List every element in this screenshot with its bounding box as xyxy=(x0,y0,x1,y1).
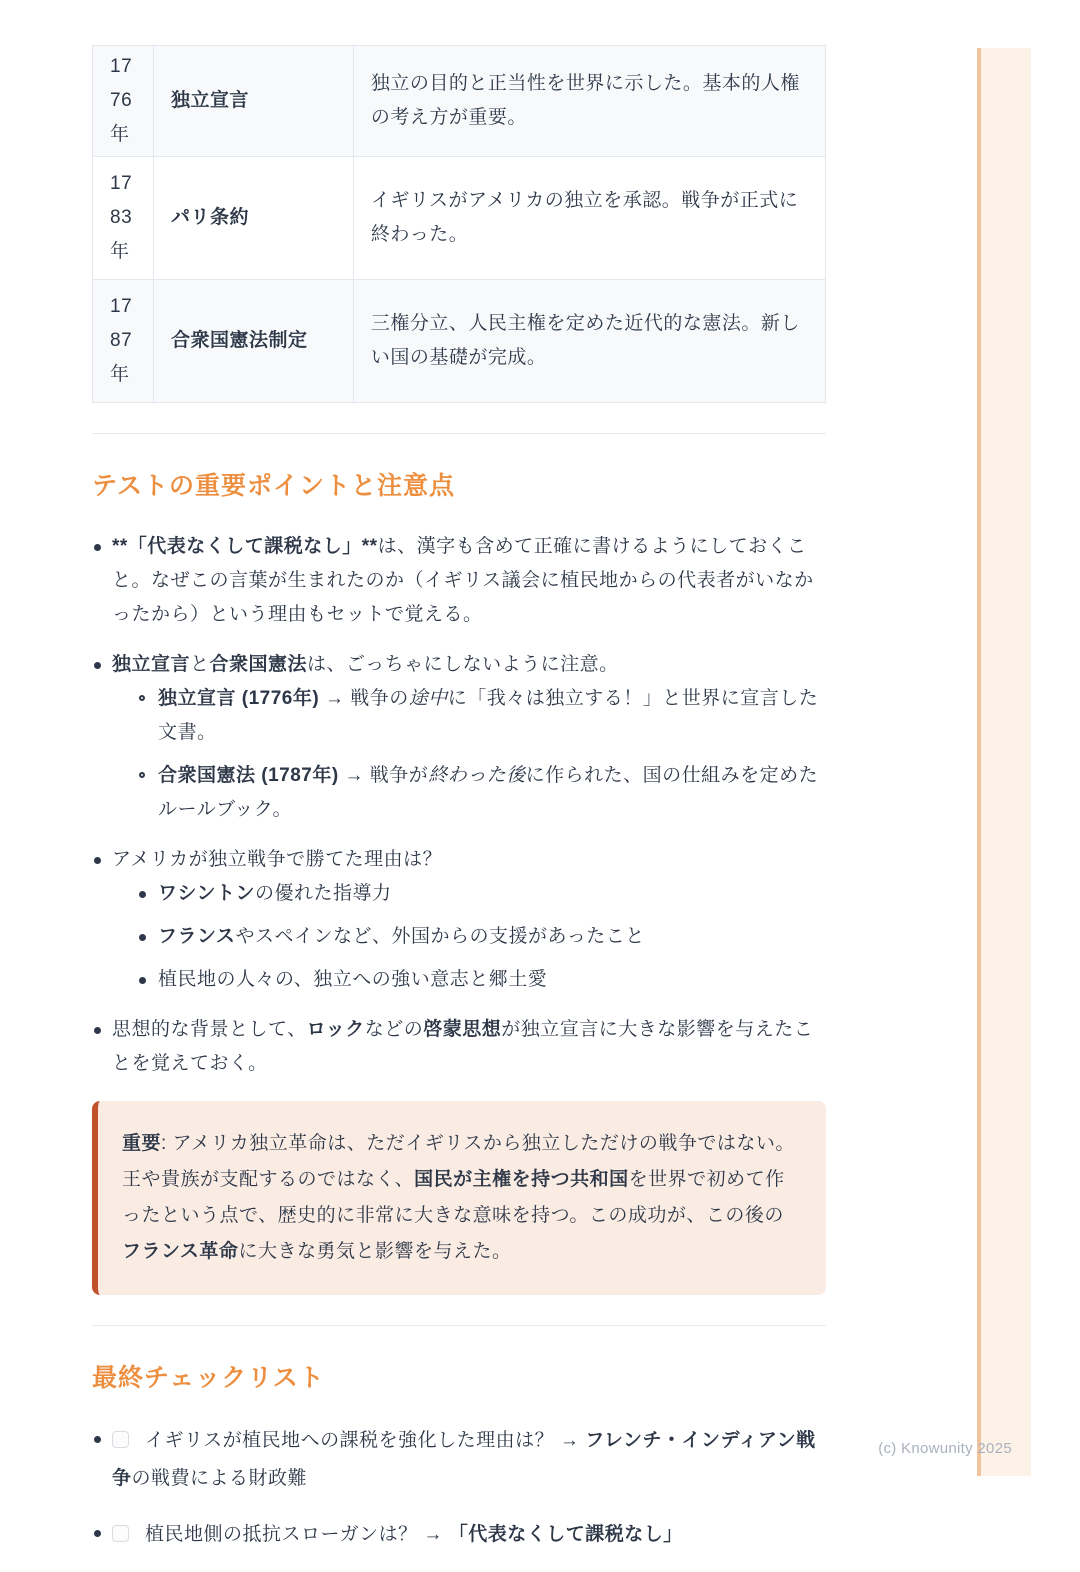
list-item xyxy=(136,877,826,911)
text-segment: の戦費による財政難 xyxy=(131,1468,308,1489)
text-segment: 国民が主権を持つ共和国 xyxy=(414,1169,629,1190)
text-segment: 啓蒙思想 xyxy=(423,1019,502,1040)
text-segment: などの xyxy=(364,1019,424,1040)
list-item xyxy=(92,843,826,997)
bullet-marker xyxy=(94,544,101,551)
text-segment: イギリスが植民地への課税を強化した理由は？ → xyxy=(145,1430,586,1451)
bullet-marker xyxy=(139,977,146,984)
list-item xyxy=(136,682,826,750)
divider xyxy=(92,433,826,434)
text-segment: → 戦争の xyxy=(319,688,409,709)
text-segment: と xyxy=(190,654,210,675)
text-segment: 「代表なくして課税なし」 xyxy=(448,1524,683,1545)
text-segment: 独立宣言 xyxy=(112,654,191,675)
points-list xyxy=(92,530,826,1081)
bullet-marker xyxy=(139,934,146,941)
list-item xyxy=(92,530,826,632)
event-cell: 合衆国憲法制定 xyxy=(153,280,353,403)
list-item xyxy=(92,648,826,827)
timeline-table xyxy=(92,45,826,403)
sublist xyxy=(136,682,826,827)
text-segment: 終わった後 xyxy=(428,765,526,786)
text-segment: **「代表なくして課税なし」** xyxy=(112,536,378,557)
text-segment: 重要 xyxy=(122,1133,162,1154)
checklist-section-heading: 最終チェックリスト xyxy=(92,1364,325,1392)
bullet-marker xyxy=(94,1530,101,1537)
text-segment: は、ごっちゃにしないように注意。 xyxy=(307,654,619,675)
text-segment: フランス革命 xyxy=(122,1241,239,1262)
bullet-marker xyxy=(94,1027,101,1034)
text-segment: の優れた指導力 xyxy=(255,883,392,904)
list-item xyxy=(136,963,826,997)
text-segment: 思想的な背景として、 xyxy=(112,1019,307,1040)
bullet-marker xyxy=(139,772,145,778)
year-cell: 1776年 xyxy=(93,46,154,157)
event-cell: パリ条約 xyxy=(153,157,353,280)
table-row xyxy=(93,280,826,403)
text-segment: → 戦争が xyxy=(338,765,429,786)
bullet-marker xyxy=(139,891,146,898)
table-row xyxy=(93,157,826,280)
text-segment: 合衆国憲法 xyxy=(209,654,308,675)
text-segment: に作られた、国の仕組みを定めたルールブック。 xyxy=(158,765,819,820)
text-segment: フランス xyxy=(158,926,236,947)
text-segment: に大きな勇気と影響を与えた。 xyxy=(238,1241,512,1262)
text-segment: 植民地側の抵抗スローガンは？ → xyxy=(145,1524,449,1545)
bullet-marker xyxy=(94,1436,101,1443)
points-section-heading: テストの重要ポイントと注意点 xyxy=(92,472,456,500)
text-segment: 途中 xyxy=(408,688,448,709)
important-callout xyxy=(92,1101,826,1295)
text-segment: やスペインなど、外国からの支援があったこと xyxy=(235,926,645,947)
text-segment: アメリカが独立戦争で勝てた理由は？ xyxy=(112,849,443,870)
sublist xyxy=(136,877,826,997)
bullet-marker xyxy=(94,662,101,669)
year-cell: 1787年 xyxy=(93,280,154,403)
bullet-marker xyxy=(139,695,145,701)
text-segment: ロック xyxy=(306,1019,365,1040)
text-segment: : アメリカ独立革命は、ただイギリスから独立しただけの戦争ではない。王や貴族が支配するのではなく、 xyxy=(122,1133,795,1190)
list-item xyxy=(136,759,826,827)
list-item xyxy=(136,920,826,954)
description-cell: 独立の目的と正当性を世界に示した。基本的人権の考え方が重要。 xyxy=(353,46,825,157)
divider xyxy=(92,1325,826,1326)
text-segment: 植民地の人々の、独立への強い意志と郷土愛 xyxy=(158,969,548,990)
text-segment: に「我々は独立する！」と世界に宣言した文書。 xyxy=(158,688,819,743)
watermark: (c) Knowunity 2025 xyxy=(878,1440,1012,1457)
list-item xyxy=(92,1013,826,1081)
checkbox[interactable] xyxy=(112,1431,129,1448)
text-segment: フレンチ・インディアン戦争 xyxy=(112,1430,816,1489)
text-segment: ワシントン xyxy=(158,883,256,904)
page-edge-stripe xyxy=(977,48,1031,1476)
text-segment: 合衆国憲法 (1787年) xyxy=(158,765,339,786)
table-row xyxy=(93,46,826,157)
year-cell: 1783年 xyxy=(93,157,154,280)
text-segment: は、漢字も含めて正確に書けるようにしておくこと。なぜこの言葉が生まれたのか（イギリス議会に植民地からの代表者がいなかったから）という理由もセットで覚える。 xyxy=(112,536,814,625)
description-cell: イギリスがアメリカの独立を承認。戦争が正式に終わった。 xyxy=(353,157,825,280)
page-content xyxy=(92,0,826,1572)
text-segment: を世界で初めて作ったという点で、歴史的に非常に大きな意味を持つ。この成功が、この後の xyxy=(122,1169,785,1226)
checklist-item xyxy=(92,1422,826,1498)
event-cell: 独立宣言 xyxy=(153,46,353,157)
description-cell: 三権分立、人民主権を定めた近代的な憲法。新しい国の基礎が完成。 xyxy=(353,280,825,403)
callout-text xyxy=(122,1126,796,1270)
text-segment: 独立宣言 (1776年) xyxy=(158,688,320,709)
text-segment: が独立宣言に大きな影響を与えたことを覚えておく。 xyxy=(112,1019,814,1074)
bullet-marker xyxy=(94,857,101,864)
final-checklist xyxy=(92,1422,826,1554)
checklist-item xyxy=(92,1516,826,1554)
timeline-table-body xyxy=(93,46,826,403)
